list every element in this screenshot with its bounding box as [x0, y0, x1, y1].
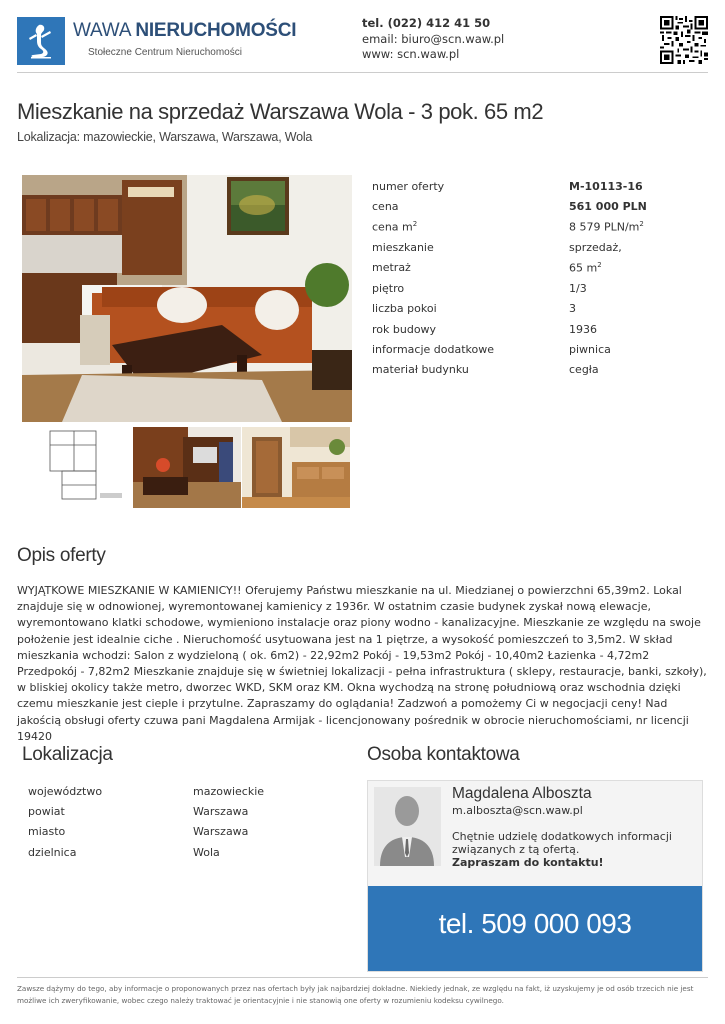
living-room-thumbnail[interactable]: [133, 427, 241, 508]
listing-title: Mieszkanie na sprzedaż Warszawa Wola - 3 pok. 65 m2: [17, 99, 544, 124]
detail-price: cena 561 000 PLN: [372, 200, 647, 213]
detail-offer-number: numer oferty M-10113-16: [372, 180, 643, 193]
detail-additional-info: informacje dodatkowe piwnica: [372, 343, 611, 356]
detail-rooms: liczba pokoi 3: [372, 302, 576, 315]
footer-divider: [17, 977, 708, 978]
agency-contact: [362, 16, 504, 63]
floor-plan-thumbnail[interactable]: [22, 427, 130, 508]
hallway-thumbnail[interactable]: [242, 427, 350, 508]
footer-disclaimer: Zawsze dążymy do tego, aby informacje o proponowanych przez nas ofertach były jak najbardziej dokładne. Niekiedy jednak, ze względu na fakt, iż uzyskujemy je od osób trzecich nie jest możliwe ich zweryfikowanie, wobec czego należy traktować je orientacyjnie i nie stanowią one oferty w rozumieniu kodeksu cywilnego.: [17, 984, 694, 1005]
detail-listing-type: mieszkanie sprzedaż,: [372, 241, 622, 254]
contact-heading: Osoba kontaktowa: [367, 744, 520, 765]
listing-location: Lokalizacja: mazowieckie, Warszawa, Warszawa, Wola: [17, 130, 313, 144]
brand-name: WAWA NIERUCHOMOŚCI: [73, 20, 297, 41]
person-silhouette-icon: [374, 787, 441, 866]
detail-building-material: materiał budynku cegła: [372, 363, 599, 376]
qr-code-icon: [660, 16, 708, 64]
description-heading: Opis oferty: [17, 545, 106, 566]
location-heading: Lokalizacja: [22, 744, 113, 765]
description-text: WYJĄTKOWE MIESZKANIE W KAMIENICY!! Oferujemy Państwu mieszkanie na ul. Miedzianej o powierzchni 65,39m2. Lokal znajduje się w odnowionej, wyremontowanej kamienicy z 1936r. W ostatnim czasie budynek zyskał nową elewacje, wyremontowano klatki schodowe, wymieniono instalacje oraz piony wodno - kanalizacyjne. Mieszkanie ze względu na swoje położenie jest idealnie ciche . Nieruchomość usytuowana jest na 1 piętrze, a wysokość pomieszczeń to 3,5m2. W skład mieszkania wchodzi: Salon z wydzieloną ( ok. 6m2) - 22,92m2 Pokój - 19,53m2 Pokój - 10,40m2 Łazienka - 4,72m2 Przedpokój - 7,82m2 Mieszkanie znajduje się w świetniej lokalizacji - pełna infrastruktura ( sklepy, restauracje, banki, szkoły), w bliskiej okolicy także metro, dworzec WKD, SKM oraz KM. Okna wychodzą na stronę południową oraz wschodnia dzięki czemu mieszkanie jest cieple i przytulne. Zapraszamy do oglądania! Zadzwoń a pomożemy Ci w negocjacji ceny! Nad jakością obsługi oferty czuwa pani Magdalena Armijak - licencjonowany pośrednik w obrocie nieruchomościami, nr licencji 19420: [17, 584, 707, 743]
logo-icon[interactable]: [17, 17, 65, 65]
contact-email[interactable]: m.alboszta@scn.waw.pl: [452, 804, 583, 817]
location-row-city: miasto Warszawa: [28, 825, 249, 838]
agency-email[interactable]: email: biuro@scn.waw.pl: [362, 31, 505, 46]
brand-subtitle: Stołeczne Centrum Nieruchomości: [88, 47, 242, 58]
contact-info: Chętnie udzielę dodatkowych informacji związanych z tą ofertą. Zapraszam do kontaktu!: [452, 830, 672, 869]
detail-floor: piętro 1/3: [372, 282, 587, 295]
header-divider: [17, 72, 708, 73]
detail-price-per-m2: cena $m^2$ 8 579 PLN/$m^2$: [372, 220, 644, 234]
contact-phone[interactable]: tel. 509 000 093: [438, 908, 632, 939]
location-row-district: dzielnica Wola: [28, 846, 220, 859]
detail-year-built: rok budowy 1936: [372, 323, 597, 336]
contact-phone-bar[interactable]: [368, 886, 702, 971]
agency-website[interactable]: www: scn.waw.pl: [362, 47, 460, 61]
location-row-voivodeship: województwo mazowieckie: [28, 785, 265, 798]
location-row-county: powiat Warszawa: [28, 805, 249, 818]
contact-name: Magdalena Alboszta: [452, 785, 592, 802]
contact-card: [367, 780, 703, 972]
detail-area: metraż 65 $m^2$: [372, 261, 602, 275]
main-photo[interactable]: [22, 175, 352, 422]
agency-phone[interactable]: tel. (022) 412 41 50: [362, 16, 491, 30]
contact-cta: Zapraszam do kontaktu!: [452, 856, 604, 869]
